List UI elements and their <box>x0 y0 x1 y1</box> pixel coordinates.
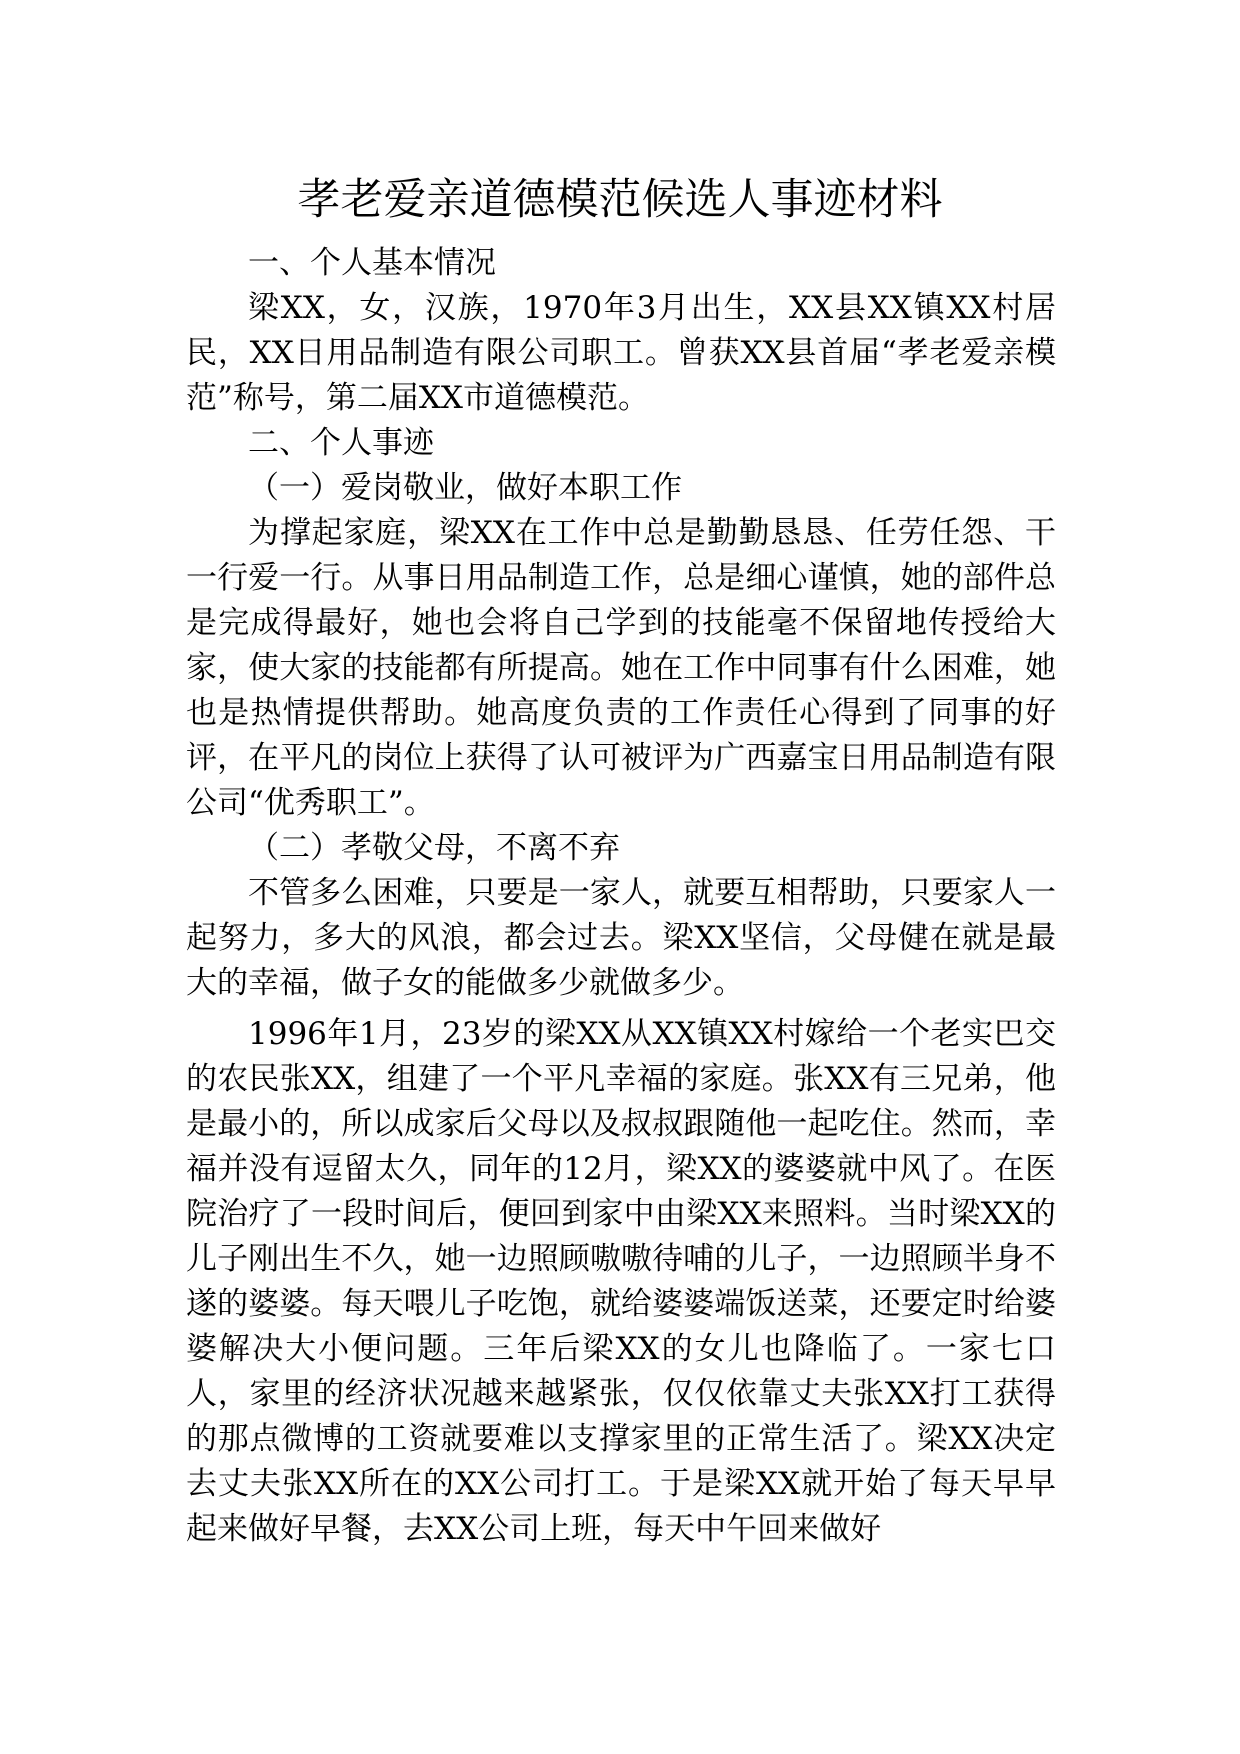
document-title: 孝老爱亲道德模范候选人事迹材料 <box>297 175 943 225</box>
section-heading-basic-info: 一、个人基本情况 <box>248 245 496 281</box>
paragraph-work: 为撑起家庭，梁XX在工作中总是勤勤恳恳、任劳任怨、干一行爱一行。从事日用品制造工作，总是细心谨慎，她的部件总是完成得最好，她也会将自己学到的技能毫不保留地传授给大家，使大家的技能都有所提高。她在工作中同事有什么困难，她也是热情提供帮助。她高度负责的工作责任心得到了同事的好评，在平凡的岗位上获得了认可被评为广西嘉宝日用品制造有限公司“优秀职工”。 <box>186 515 1056 821</box>
subsection-heading-filial: （二）孝敬父母，不离不弃 <box>248 830 620 866</box>
paragraph-basic-info: 梁XX，女，汉族，1970年3月出生，XX县XX镇XX村居民，XX日用品制造有限公司职工。曾获XX县首届“孝老爱亲模范”称号，第二届XX市道德模范。 <box>186 290 1056 416</box>
document-body <box>186 241 1056 1552</box>
paragraph-filial-belief: 不管多么困难，只要是一家人，就要互相帮助，只要家人一起努力，多大的风浪，都会过去。梁XX坚信，父母健在就是最大的幸福，做子女的能做多少就做多少。 <box>186 875 1056 1001</box>
section-heading-deeds: 二、个人事迹 <box>248 425 434 461</box>
subsection-heading-work: （一）爱岗敬业，做好本职工作 <box>248 470 682 506</box>
paragraph-filial-story: 1996年1月，23岁的梁XX从XX镇XX村嫁给一个老实巴交的农民张XX，组建了一个平凡幸福的家庭。张XX有三兄弟，他是最小的，所以成家后父母以及叔叔跟随他一起吃住。然而，幸福并没有逗留太久，同年的12月，梁XX的婆婆就中风了。在医院治疗了一段时间后，便回到家中由梁XX来照料。当时梁XX的儿子刚出生不久，她一边照顾嗷嗷待哺的儿子，一边照顾半身不遂的婆婆。每天喂儿子吃饱，就给婆婆端饭送菜，还要定时给婆婆解决大小便问题。三年后梁XX的女儿也降临了。一家七口人，家里的经济状况越来越紧张，仅仅依靠丈夫张XX打工获得的那点微博的工资就要难以支撑家里的正常生活了。梁XX决定去丈夫张XX所在的XX公司打工。于是梁XX就开始了每天早早起来做好早餐，去XX公司上班，每天中午回来做好 <box>186 1016 1056 1547</box>
